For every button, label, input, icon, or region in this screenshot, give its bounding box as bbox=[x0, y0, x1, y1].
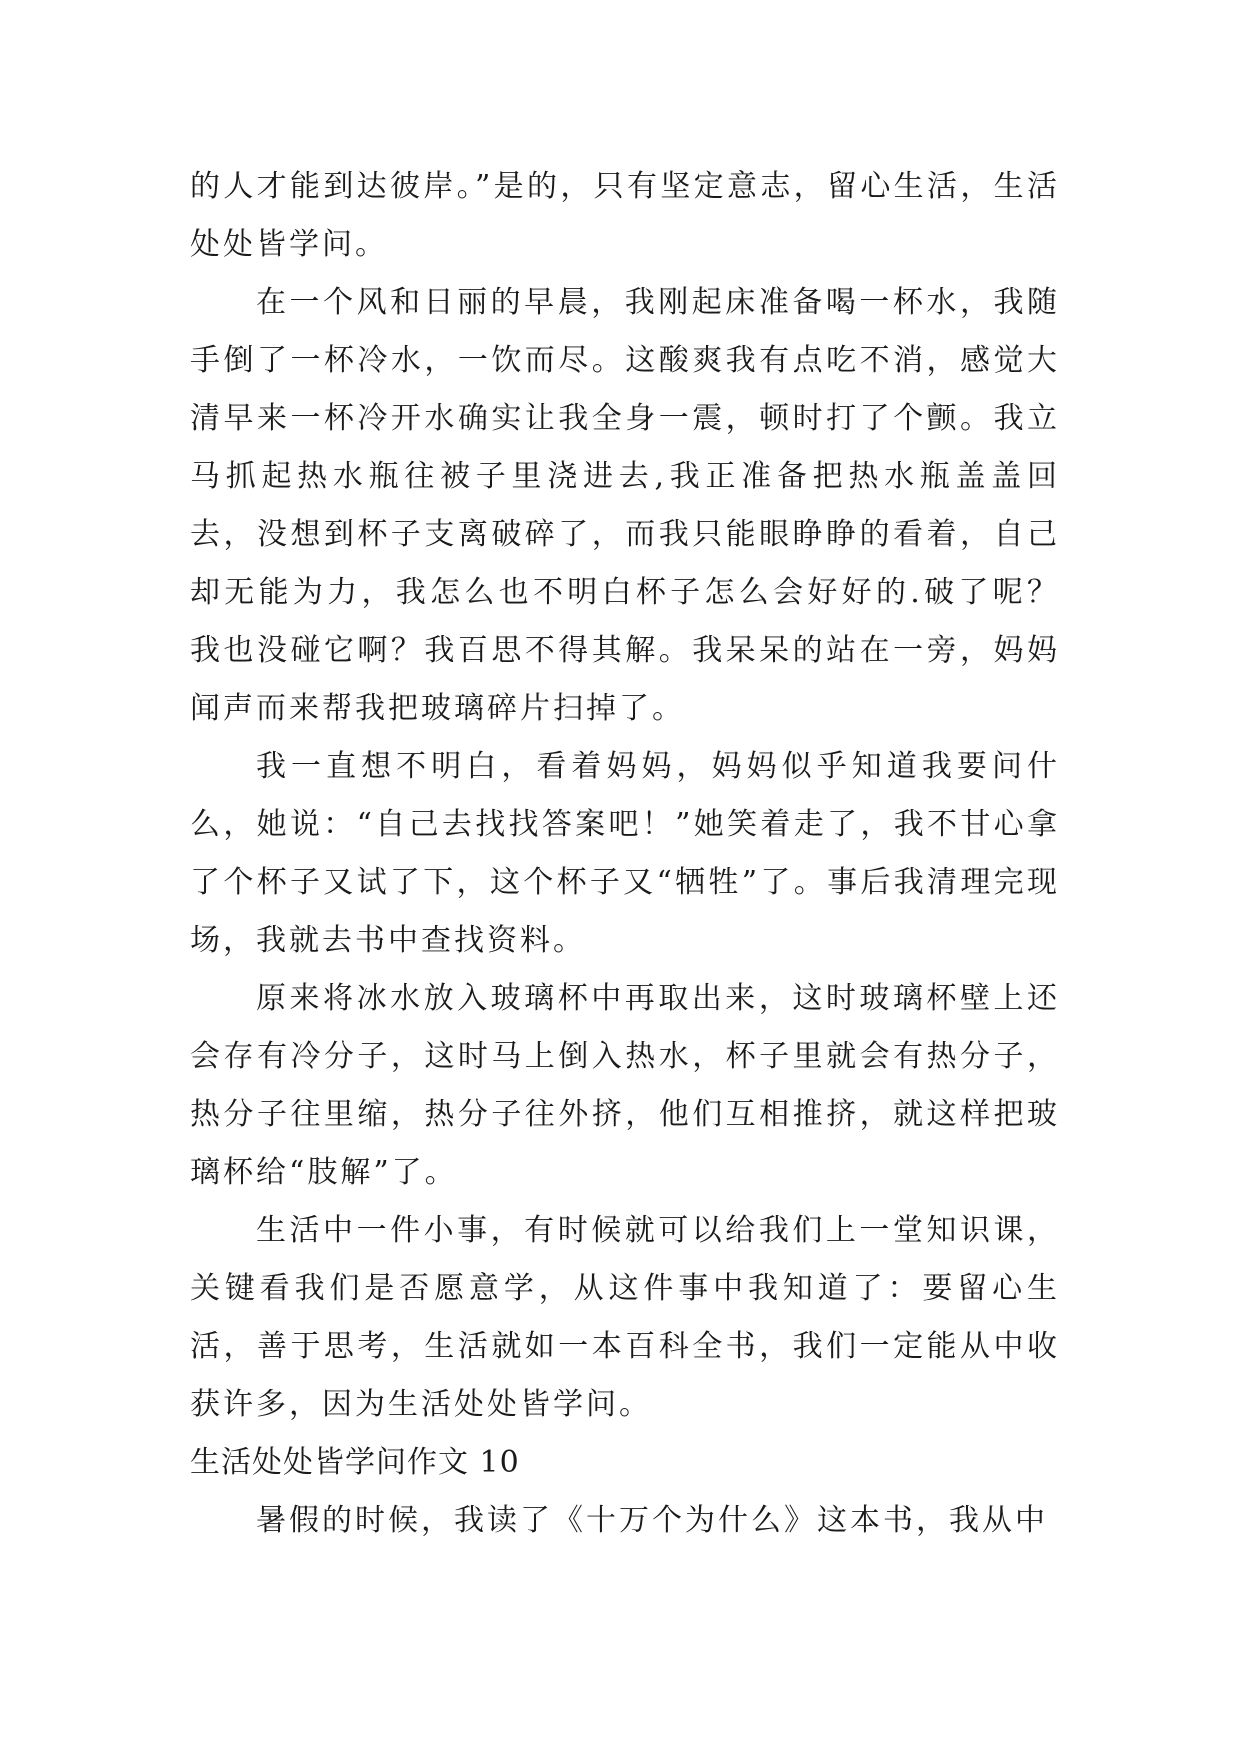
paragraph-summer-reading: 暑假的时候，我读了《十万个为什么》这本书，我从中 bbox=[256, 1503, 1048, 1538]
paragraph-mother-answer: 我一直想不明白，看着妈妈，妈妈似乎知道我要问什么，她说：“自己去找找答案吧！”她笑着走了，我不甘心拿了个杯子又试了下，这个杯子又“牺牲”了。事后我清理完现场，我就去书中查找资料。 bbox=[190, 749, 1060, 958]
essay-heading: 生活处处皆学问作文 10 bbox=[190, 1445, 520, 1480]
essay-body bbox=[190, 158, 1060, 1550]
paragraph-continuation: 的人才能到达彼岸。”是的，只有坚定意志，留心生活，生活处处皆学问。 bbox=[190, 169, 1060, 262]
paragraph-morning-cold-water: 在一个风和日丽的早晨，我刚起床准备喝一杯水，我随手倒了一杯冷水，一饮而尽。这酸爽我有点吃不消，感觉大清早来一杯冷开水确实让我全身一震，顿时打了个颤。我立马抓起热水瓶往被子里浇进去,我正准备把热水瓶盖盖回去，没想到杯子支离破碎了，而我只能眼睁睁的看着，自己却无能为力，我怎么也不明白杯子怎么会好好的.破了呢？我也没碰它啊？我百思不得其解。我呆呆的站在一旁，妈妈闻声而来帮我把玻璃碎片扫掉了。 bbox=[190, 285, 1060, 726]
paragraph-explanation: 原来将冰水放入玻璃杯中再取出来，这时玻璃杯壁上还会存有冷分子，这时马上倒入热水，杯子里就会有热分子，热分子往里缩，热分子往外挤，他们互相推挤，就这样把玻璃杯给“肢解”了。 bbox=[190, 981, 1060, 1190]
paragraph-conclusion: 生活中一件小事，有时候就可以给我们上一堂知识课，关键看我们是否愿意学，从这件事中我知道了：要留心生活，善于思考，生活就如一本百科全书，我们一定能从中收获许多，因为生活处处皆学问。 bbox=[190, 1213, 1060, 1422]
